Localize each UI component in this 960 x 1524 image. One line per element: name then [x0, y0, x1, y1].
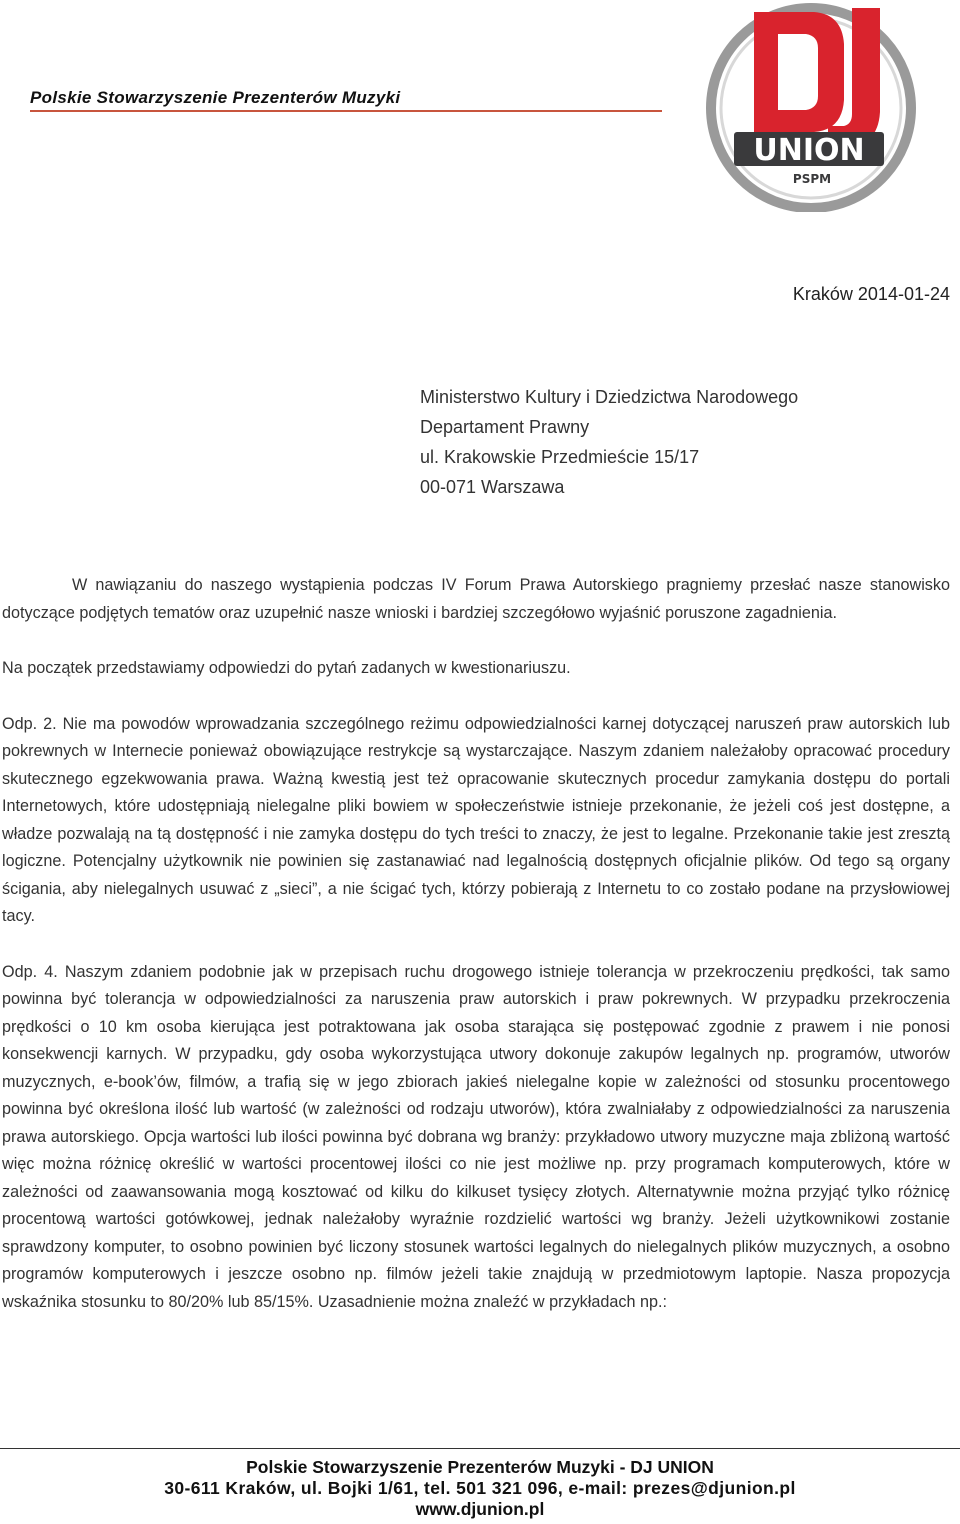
footer-website: www.djunion.pl: [415, 1499, 545, 1519]
logo-union-text: UNION: [753, 133, 865, 168]
letter-date: Kraków 2014-01-24: [792, 284, 950, 304]
paragraph-answer-4: Odp. 4. Naszym zdaniem podobnie jak w przepisach ruchu drogowego istnieje tolerancja w przekroczeniu prędkości, tak samo powinna być tolerancja w odpowiedzialności za naruszenia praw autorskich i praw pokrewnych. W przypadku przekroczenia prędkości o 10 km osoba kierująca jest potraktowana jak osoba starająca się postępować zgodnie z prawem i nie ponosi konsekwencji karnych. W przypadku, gdy osoba wykorzystująca utwory dokonuje zakupów legalnych np. programów, utworów muzycznych, e-book’ów, filmów, a trafią się w jego zbiorach jakieś nielegalne kopie w zależności od stosunku procentowego powinna być określona ilość lub wartość (w zależności od rodzaju utworów), która zwalniałaby z odpowiedzialności za naruszenia prawa autorskiego. Opcja wartości lub ilości powinna być dobrana wg branży: przykładowo utwory muzyczne maja zbliżoną wartość więc można różnicę określić w wartości procentowej ilości co nie jest możliwe np. przy programach komputerowych, które w zależności od zaawansowania mogą kosztować od kilku do kilkuset tysięcy złotych. Alternatywnie można przyjąć tylko różnicę procentową wartości gotówkowej, jednak należałoby wyraźnie rozdzielić wartości wg branży. Jeżeli użytkownikowi zostanie sprawdzony komputer, to osobno powinien być liczony stosunek wartości legalnych do nielegalnych plików muzycznych, a osobno programów komputerowych i jeszcze osobno np. filmów jeżeli takie znajdują w przedmiotowym laptopie. Nasza propozycja wskaźnika stosunku to 80/20% lub 85/15%. Uzasadnienie można znaleźć w przykładach np.:: [2, 962, 950, 1311]
recipient-line-3: ul. Krakowskie Przedmieście 15/17: [420, 447, 700, 467]
recipient-line-1: Ministerstwo Kultury i Dziedzictwa Narodowego: [420, 387, 799, 407]
recipient-address: [420, 382, 798, 502]
logo-pspm-text: PSPM: [792, 172, 832, 186]
recipient-line-4: 00-071 Warszawa: [420, 477, 565, 497]
organization-header: [30, 88, 662, 112]
logo-letter-d: [754, 12, 844, 132]
dj-union-logo: [696, 0, 926, 212]
organization-name: Polskie Stowarzyszenie Prezenterów Muzyki: [30, 88, 401, 107]
paragraph-intro: W nawiązaniu do naszego wystąpienia podczas IV Forum Prawa Autorskiego pragniemy przesłać nasze stanowisko dotyczące podjętych tematów oraz uzupełnić nasze wnioski i bardziej szczegółowo wyjaśnić poruszone zagadnienia.: [2, 576, 950, 622]
letter-body: [2, 572, 950, 1344]
footer-organization: Polskie Stowarzyszenie Prezenterów Muzyki - DJ UNION: [246, 1457, 714, 1477]
footer-contact: 30-611 Kraków, ul. Bojki 1/61, tel. 501 321 096, e-mail: prezes@djunion.pl: [164, 1478, 796, 1498]
letter-footer: [0, 1448, 960, 1520]
paragraph-answer-2: Odp. 2. Nie ma powodów wprowadzania szczególnego reżimu odpowiedzialności karnej dotyczącej naruszeń praw autorskich lub pokrewnych w Internecie ponieważ obowiązujące restrykcje są wystarczające. Naszym zdaniem należałoby opracować procedury skutecznego egzekwowania prawa. Ważną kwestią jest też opracowanie skutecznych procedur zamykania dostępu do portali Internetowych, które udostępniają nielegalne pliki bowiem w społeczeństwie istnieje przekonanie, że jeżeli coś jest dostępne, a władze pozwalają na tą dostępność i nie zamyka dostępu do tych treści to znaczy, że jest to legalne. Przekonanie takie jest zresztą logiczne. Potencjalny użytkownik nie powinien się zastanawiać nad legalnością dostępnych oficjalnie plików. Od tego są organy ścigania, aby nielegalnych usuwać z „sieci”, a nie ścigać tych, którzy pobierają z Internetu to co zostało podane na przysłowiowej tacy.: [2, 714, 950, 925]
logo-graphic: [696, 0, 926, 212]
paragraph-questionnaire: Na początek przedstawiamy odpowiedzi do pytań zadanych w kwestionariuszu.: [2, 659, 571, 677]
recipient-line-2: Departament Prawny: [420, 417, 590, 437]
